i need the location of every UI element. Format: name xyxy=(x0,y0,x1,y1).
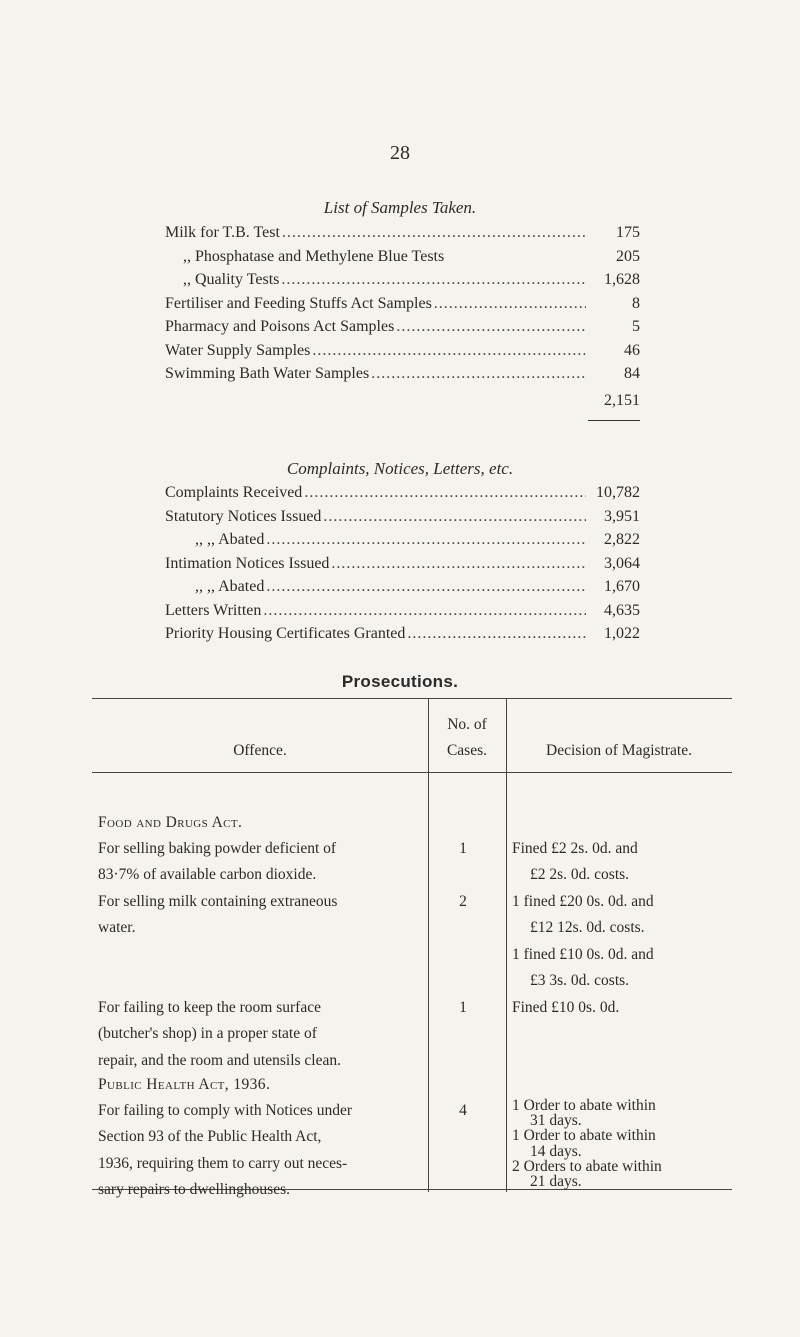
samples-item-value: 5 xyxy=(632,318,640,335)
complaints-item-label: Complaints Received xyxy=(165,484,303,501)
leader-dots xyxy=(434,295,586,313)
samples-item xyxy=(165,342,640,366)
samples-total-value: 2,151 xyxy=(604,392,640,409)
offence-cell xyxy=(98,995,423,1074)
decision-line: Fined £10 0s. 0d. xyxy=(512,999,620,1016)
complaints-item xyxy=(165,484,640,508)
complaints-item-value: 3,064 xyxy=(604,554,640,572)
offence-line: sary repairs to dwellinghouses. xyxy=(98,1181,290,1199)
leader-dots xyxy=(312,342,586,360)
complaints-item xyxy=(165,508,640,532)
complaints-item-value: 2,822 xyxy=(604,531,640,548)
table-top-rule xyxy=(92,698,732,699)
offence-cell xyxy=(98,1098,423,1204)
cases-cell: 1 xyxy=(459,840,467,857)
header-decision: Decision of Magistrate. xyxy=(546,742,692,759)
leader-dots xyxy=(323,508,586,526)
complaints-item-label: Letters Written xyxy=(165,601,262,619)
samples-item-label: Milk for T.B. Test xyxy=(165,224,280,241)
offence-cell xyxy=(98,889,423,942)
decision-line: 1 fined £10 0s. 0d. and xyxy=(512,945,654,963)
complaints-item xyxy=(165,531,640,555)
decision-line: 1 Order to abate within xyxy=(512,1097,656,1114)
complaints-item-value: 4,635 xyxy=(604,601,640,619)
decision-line: Fined £2 2s. 0d. and xyxy=(512,840,638,857)
prosecutions-table xyxy=(92,698,732,1199)
decision-cell xyxy=(512,1098,722,1189)
samples-item xyxy=(165,248,640,272)
header-cases-line2: Cases. xyxy=(446,742,488,759)
column-divider xyxy=(506,698,507,1192)
complaints-item xyxy=(165,578,640,602)
samples-total-rule xyxy=(588,420,640,421)
complaints-item-label: ,, ,, Abated xyxy=(195,531,265,548)
complaints-item xyxy=(165,602,640,626)
decision-line: 14 days. xyxy=(530,1142,582,1160)
complaints-item-value: 1,670 xyxy=(604,578,640,595)
offence-line: Section 93 of the Public Health Act, xyxy=(98,1128,322,1146)
offence-line: 1936, requiring them to carry out neces- xyxy=(98,1154,348,1172)
offence-line: For failing to keep the room surface xyxy=(98,999,321,1016)
decision-line: 2 Orders to abate within xyxy=(512,1157,662,1175)
decision-cell xyxy=(512,836,722,889)
leader-dots xyxy=(266,531,586,549)
samples-item xyxy=(165,295,640,319)
samples-item xyxy=(165,224,640,248)
samples-item xyxy=(165,271,640,295)
offence-line: For failing to comply with Notices under xyxy=(98,1102,352,1119)
samples-item-value: 1,628 xyxy=(604,271,640,288)
decision-cell xyxy=(512,995,722,1021)
page-number: 28 xyxy=(390,142,410,164)
complaints-item-label: ,, ,, Abated xyxy=(195,578,265,595)
complaints-item-value: 3,951 xyxy=(604,507,640,525)
complaints-list xyxy=(165,484,640,649)
samples-item-label: Water Supply Samples xyxy=(165,341,311,359)
complaints-item xyxy=(165,555,640,579)
decision-line: 21 days. xyxy=(530,1173,582,1191)
complaints-item-label: Priority Housing Certificates Granted xyxy=(165,625,406,642)
complaints-item xyxy=(165,625,640,649)
complaints-item-label: Statutory Notices Issued xyxy=(165,507,322,525)
offence-line: (butcher's shop) in a proper state of xyxy=(98,1025,317,1043)
samples-item xyxy=(165,365,640,389)
section-heading: Public Health Act, 1936. xyxy=(98,1076,271,1093)
leader-dots xyxy=(266,578,586,596)
samples-item-value: 205 xyxy=(616,247,640,265)
offence-cell xyxy=(98,836,423,889)
decision-line: £12 12s. 0d. costs. xyxy=(530,919,645,937)
complaints-item-label: Intimation Notices Issued xyxy=(165,554,330,572)
leader-dots xyxy=(304,484,586,502)
decision-cell xyxy=(512,889,722,995)
samples-item-value: 8 xyxy=(632,294,640,312)
column-divider xyxy=(428,698,429,1192)
header-cases-line1: No. of xyxy=(447,716,487,733)
samples-item-value: 84 xyxy=(624,365,640,382)
cases-cell: 4 xyxy=(459,1102,467,1119)
samples-item-label: ,, Quality Tests xyxy=(183,271,280,288)
header-offence: Offence. xyxy=(233,742,287,759)
offence-line: For selling milk containing extraneous xyxy=(98,893,338,910)
table-header-rule xyxy=(92,772,732,773)
offence-line: repair, and the room and utensils clean. xyxy=(98,1051,341,1069)
cases-cell: 2 xyxy=(459,893,467,910)
samples-item-label: Pharmacy and Poisons Act Samples xyxy=(165,318,395,335)
complaints-item-value: 1,022 xyxy=(604,625,640,642)
samples-item-value: 175 xyxy=(616,224,640,241)
header-cases xyxy=(428,712,506,764)
leader-dots xyxy=(371,365,586,383)
leader-dots xyxy=(396,318,586,336)
samples-item xyxy=(165,318,640,342)
samples-list xyxy=(165,224,640,389)
offence-line: For selling baking powder deficient of xyxy=(98,840,337,857)
complaints-title: Complaints, Notices, Letters, etc. xyxy=(286,459,514,478)
leader-dots xyxy=(263,602,586,620)
cases-cell: 1 xyxy=(459,999,467,1016)
samples-item-label: Fertiliser and Feeding Stuffs Act Samples xyxy=(165,294,432,312)
leader-dots xyxy=(282,224,586,242)
offence-line: 83·7% of available carbon dioxide. xyxy=(98,866,317,884)
section-heading: Food and Drugs Act. xyxy=(98,814,243,831)
samples-item-value: 46 xyxy=(624,341,640,359)
decision-line: 1 fined £20 0s. 0d. and xyxy=(512,893,654,910)
offence-line: water. xyxy=(98,919,136,937)
complaints-item-value: 10,782 xyxy=(596,484,640,501)
samples-title: List of Samples Taken. xyxy=(323,198,477,217)
leader-dots xyxy=(407,625,586,643)
prosecutions-title: Prosecutions. xyxy=(341,672,459,691)
samples-item-label: Swimming Bath Water Samples xyxy=(165,365,370,382)
decision-line: 1 Order to abate within xyxy=(512,1127,656,1145)
decision-line: £3 3s. 0d. costs. xyxy=(530,972,630,990)
samples-item-label: ,, Phosphatase and Methylene Blue Tests xyxy=(183,247,445,265)
decision-line: 31 days. xyxy=(530,1112,582,1130)
leader-dots xyxy=(331,555,586,573)
decision-line: £2 2s. 0d. costs. xyxy=(530,866,630,884)
leader-dots xyxy=(281,271,586,289)
